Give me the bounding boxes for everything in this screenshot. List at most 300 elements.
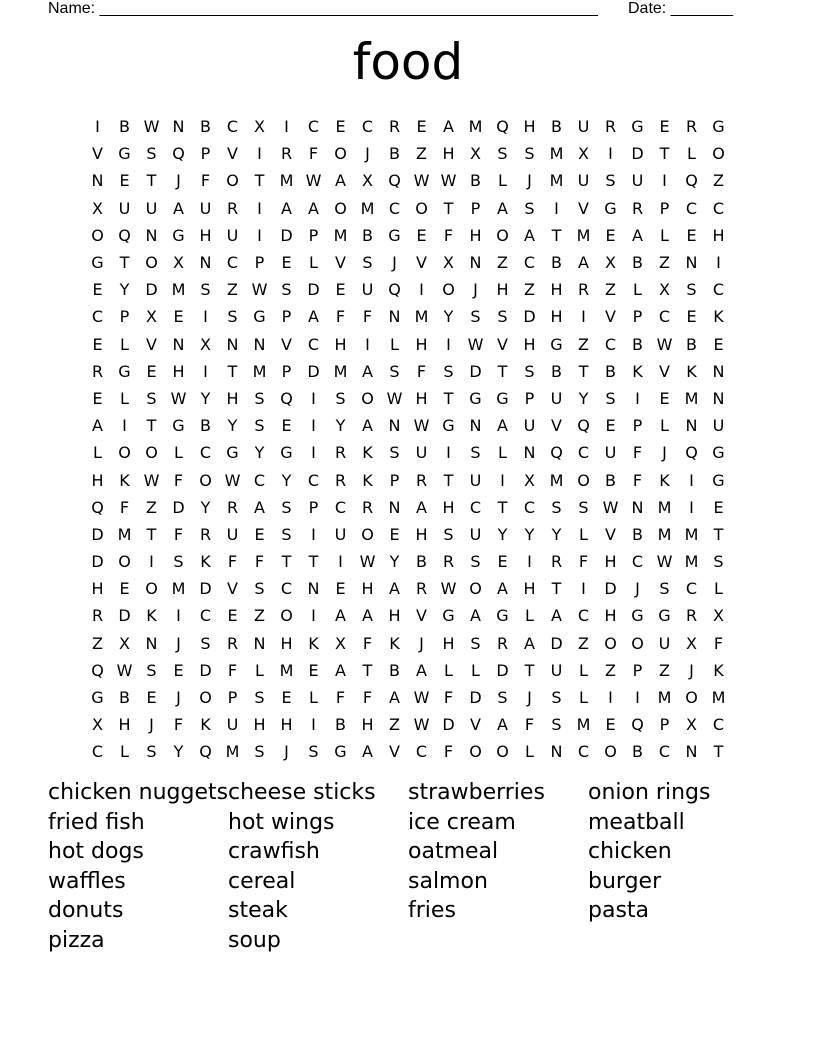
grid-letter: Q [172, 144, 185, 164]
grid-letter: C [199, 443, 212, 463]
grid-letter: K [362, 470, 373, 490]
grid-letter: H [91, 579, 104, 599]
grid-letter: C [307, 334, 320, 354]
grid-letter: K [146, 606, 157, 626]
grid-letter: R [631, 198, 644, 218]
grid-letter: L [633, 280, 642, 300]
grid-letter: T [119, 253, 130, 273]
grid-letter: F [632, 470, 643, 490]
grid-letter: K [362, 443, 373, 463]
grid-letter: F [335, 688, 346, 708]
grid-letter: K [713, 660, 724, 680]
grid-letter: J [527, 171, 532, 191]
grid-row [84, 602, 734, 629]
grid-letter: M [684, 552, 699, 572]
grid-letter: H [442, 633, 455, 653]
grid-letter: S [551, 497, 562, 517]
grid-letter: D [469, 361, 482, 381]
grid-letter: L [660, 225, 669, 245]
grid-letter: O [226, 171, 239, 191]
grid-letter: G [658, 606, 671, 626]
grid-letter: V [389, 742, 400, 762]
grid-letter: A [281, 198, 292, 218]
grid-letter: G [496, 606, 509, 626]
grid-letter: U [118, 198, 131, 218]
grid-letter: V [551, 416, 562, 436]
grid-letter: S [713, 552, 724, 572]
grid-letter: G [91, 253, 104, 273]
grid-letter: Z [605, 280, 616, 300]
grid-letter: G [334, 742, 347, 762]
worksheet-header [48, 0, 748, 20]
grid-letter: X [686, 633, 697, 653]
grid-letter: N [145, 225, 158, 245]
grid-letter: I [527, 552, 532, 572]
grid-letter: R [577, 280, 590, 300]
grid-letter: F [173, 524, 184, 544]
letter-grid [84, 113, 734, 766]
grid-letter: K [200, 552, 211, 572]
grid-letter: A [416, 660, 427, 680]
grid-letter: M [117, 524, 132, 544]
word-list-item: waffles [48, 868, 126, 894]
grid-letter: O [118, 552, 131, 572]
grid-letter: F [200, 171, 211, 191]
grid-letter: S [497, 307, 508, 327]
grid-letter: J [527, 688, 532, 708]
grid-letter: H [415, 524, 428, 544]
grid-letter: L [309, 688, 318, 708]
grid-letter: L [498, 171, 507, 191]
grid-letter: V [497, 334, 508, 354]
grid-letter: F [443, 225, 454, 245]
grid-letter: L [687, 144, 696, 164]
grid-letter: H [118, 715, 131, 735]
grid-letter: W [224, 470, 241, 490]
grid-letter: Y [119, 280, 130, 300]
grid-letter: H [199, 225, 212, 245]
grid-letter: P [632, 307, 643, 327]
grid-letter: S [146, 742, 157, 762]
grid-letter: T [713, 742, 724, 762]
grid-letter: C [577, 606, 590, 626]
grid-letter: N [388, 416, 401, 436]
word-list-item: crawfish [228, 839, 320, 865]
grid-letter: H [334, 334, 347, 354]
grid-letter: Y [173, 742, 184, 762]
grid-letter: E [389, 524, 400, 544]
grid-letter: D [469, 688, 482, 708]
grid-letter: C [199, 606, 212, 626]
grid-letter: A [389, 688, 400, 708]
grid-letter: U [658, 633, 671, 653]
grid-letter: A [470, 606, 481, 626]
grid-letter: X [443, 253, 454, 273]
grid-row [84, 140, 734, 167]
grid-letter: M [684, 388, 699, 408]
word-list-item: salmon [408, 868, 488, 894]
grid-letter: X [713, 606, 724, 626]
grid-letter: S [578, 497, 589, 517]
grid-letter: C [712, 715, 725, 735]
grid-letter: I [122, 416, 127, 436]
grid-letter: H [388, 606, 401, 626]
grid-letter: K [389, 633, 400, 653]
grid-letter: O [631, 633, 644, 653]
grid-row [84, 195, 734, 222]
grid-letter: I [608, 144, 613, 164]
word-list-item: cheese sticks [228, 780, 376, 805]
grid-letter: J [662, 443, 667, 463]
grid-letter: J [176, 633, 181, 653]
grid-letter: G [550, 334, 563, 354]
grid-letter: S [659, 579, 670, 599]
grid-letter: H [172, 361, 185, 381]
grid-letter: I [257, 198, 262, 218]
grid-letter: S [200, 633, 211, 653]
grid-letter: L [579, 660, 588, 680]
grid-letter: D [145, 280, 158, 300]
grid-letter: F [173, 470, 184, 490]
word-list-item: onion rings [588, 780, 711, 805]
grid-letter: M [279, 171, 294, 191]
grid-letter: E [146, 361, 157, 381]
grid-letter: G [280, 443, 293, 463]
grid-letter: O [469, 579, 482, 599]
grid-letter: P [389, 470, 400, 490]
grid-letter: B [200, 416, 211, 436]
grid-letter: D [118, 606, 131, 626]
word-list-item: ice cream [408, 809, 516, 835]
grid-letter: I [176, 606, 181, 626]
grid-letter: T [524, 660, 535, 680]
grid-letter: R [361, 497, 374, 517]
grid-letter: Y [281, 470, 292, 490]
grid-letter: O [334, 144, 347, 164]
grid-letter: N [91, 171, 104, 191]
grid-letter: T [713, 524, 724, 544]
name-field-label: Name: ________________________________________________________ [48, 0, 598, 17]
grid-letter: E [146, 688, 157, 708]
grid-letter: S [389, 361, 400, 381]
grid-letter: S [551, 715, 562, 735]
grid-letter: U [550, 660, 563, 680]
grid-letter: H [226, 388, 239, 408]
grid-letter: F [362, 688, 373, 708]
grid-letter: K [308, 633, 319, 653]
grid-letter: T [362, 660, 373, 680]
grid-letter: L [498, 443, 507, 463]
word-list-item: steak [228, 898, 288, 924]
grid-letter: V [227, 144, 238, 164]
grid-letter: E [605, 416, 616, 436]
grid-letter: O [415, 198, 428, 218]
grid-letter: N [469, 253, 482, 273]
grid-letter: W [602, 497, 619, 517]
grid-letter: A [173, 198, 184, 218]
grid-letter: H [415, 334, 428, 354]
grid-letter: F [308, 144, 319, 164]
grid-letter: T [146, 171, 157, 191]
grid-letter: Y [524, 524, 535, 544]
grid-letter: L [309, 253, 318, 273]
word-list-item: meatball [588, 809, 685, 835]
grid-letter: N [145, 633, 158, 653]
grid-letter: R [226, 633, 239, 653]
grid-letter: F [713, 633, 724, 653]
grid-letter: S [146, 660, 157, 680]
grid-letter: C [577, 742, 590, 762]
grid-letter: R [91, 361, 104, 381]
grid-letter: H [469, 225, 482, 245]
grid-letter: S [281, 497, 292, 517]
grid-letter: W [413, 416, 430, 436]
grid-letter: N [712, 388, 725, 408]
grid-letter: A [92, 416, 103, 436]
grid-letter: A [335, 171, 346, 191]
grid-letter: S [335, 388, 346, 408]
grid-letter: M [576, 225, 591, 245]
grid-letter: S [524, 144, 535, 164]
grid-letter: B [632, 253, 643, 273]
grid-letter: V [659, 361, 670, 381]
grid-letter: C [388, 198, 401, 218]
grid-letter: I [500, 470, 505, 490]
grid-letter: U [577, 117, 590, 137]
grid-letter: E [227, 606, 238, 626]
grid-letter: R [388, 117, 401, 137]
grid-letter: E [605, 715, 616, 735]
grid-letter: C [658, 742, 671, 762]
word-list-item: strawberries [408, 780, 545, 805]
grid-letter: C [307, 117, 320, 137]
grid-letter: T [443, 198, 454, 218]
grid-letter: V [281, 334, 292, 354]
grid-letter: V [578, 198, 589, 218]
grid-row [84, 249, 734, 276]
grid-letter: U [145, 198, 158, 218]
grid-letter: U [577, 171, 590, 191]
grid-letter: P [200, 144, 211, 164]
grid-letter: O [685, 688, 698, 708]
grid-letter: F [443, 742, 454, 762]
grid-letter: R [604, 117, 617, 137]
grid-letter: E [92, 388, 103, 408]
grid-letter: M [171, 579, 186, 599]
grid-letter: O [199, 470, 212, 490]
grid-letter: W [440, 579, 457, 599]
grid-row [84, 439, 734, 466]
grid-letter: V [470, 715, 481, 735]
grid-letter: U [604, 443, 617, 463]
grid-letter: E [335, 117, 346, 137]
grid-row [84, 657, 734, 684]
grid-letter: A [362, 416, 373, 436]
word-list-item: chicken [588, 839, 672, 865]
grid-letter: E [605, 225, 616, 245]
grid-letter: A [551, 606, 562, 626]
grid-letter: T [308, 552, 319, 572]
grid-letter: D [523, 307, 536, 327]
grid-letter: T [578, 361, 589, 381]
grid-letter: N [388, 307, 401, 327]
grid-letter: E [686, 225, 697, 245]
grid-letter: Y [443, 307, 454, 327]
grid-letter: M [225, 742, 240, 762]
grid-row [84, 548, 734, 575]
grid-letter: X [173, 253, 184, 273]
grid-letter: G [442, 416, 455, 436]
grid-letter: M [333, 361, 348, 381]
grid-letter: A [632, 225, 643, 245]
grid-letter: F [119, 497, 130, 517]
grid-letter: T [227, 361, 238, 381]
grid-letter: C [91, 742, 104, 762]
grid-letter: Z [389, 715, 400, 735]
grid-letter: O [361, 524, 374, 544]
grid-letter: Z [659, 253, 670, 273]
grid-letter: E [335, 579, 346, 599]
grid-row [84, 521, 734, 548]
word-bank [48, 780, 788, 958]
grid-letter: E [659, 388, 670, 408]
grid-letter: D [631, 144, 644, 164]
grid-letter: O [91, 225, 104, 245]
grid-letter: G [253, 307, 266, 327]
grid-letter: A [362, 742, 373, 762]
grid-letter: S [254, 742, 265, 762]
grid-letter: Z [146, 497, 157, 517]
grid-letter: P [308, 225, 319, 245]
grid-letter: I [311, 416, 316, 436]
grid-letter: C [253, 470, 266, 490]
grid-letter: S [146, 388, 157, 408]
grid-letter: S [470, 307, 481, 327]
grid-letter: L [120, 742, 129, 762]
grid-letter: H [361, 715, 374, 735]
page-title: food [352, 33, 464, 91]
grid-letter: U [469, 470, 482, 490]
grid-letter: L [471, 660, 480, 680]
grid-letter: W [170, 388, 187, 408]
grid-letter: Q [577, 416, 590, 436]
grid-letter: Z [497, 253, 508, 273]
grid-letter: T [551, 579, 562, 599]
grid-letter: R [442, 552, 455, 572]
grid-letter: J [473, 280, 478, 300]
grid-letter: C [226, 253, 239, 273]
grid-letter: M [549, 470, 564, 490]
grid-letter: B [470, 171, 481, 191]
grid-letter: I [716, 253, 721, 273]
grid-letter: W [143, 117, 160, 137]
grid-row [84, 222, 734, 249]
grid-letter: B [551, 117, 562, 137]
grid-letter: Q [280, 388, 293, 408]
grid-letter: C [334, 497, 347, 517]
grid-letter: I [95, 117, 100, 137]
grid-letter: C [685, 198, 698, 218]
grid-letter: S [470, 552, 481, 572]
grid-letter: H [604, 552, 617, 572]
grid-letter: W [251, 280, 268, 300]
grid-letter: D [442, 715, 455, 735]
grid-letter: Y [389, 552, 400, 572]
grid-letter: Z [92, 633, 103, 653]
grid-letter: W [440, 171, 457, 191]
grid-letter: B [119, 117, 130, 137]
grid-letter: K [686, 361, 697, 381]
grid-letter: L [525, 606, 534, 626]
grid-letter: Q [685, 171, 698, 191]
grid-letter: E [119, 171, 130, 191]
grid-letter: J [419, 633, 424, 653]
grid-letter: O [604, 633, 617, 653]
grid-letter: S [254, 579, 265, 599]
grid-letter: S [173, 552, 184, 572]
grid-letter: L [579, 524, 588, 544]
grid-letter: U [226, 715, 239, 735]
grid-row [84, 711, 734, 738]
grid-letter: N [712, 361, 725, 381]
grid-letter: X [92, 715, 103, 735]
grid-letter: S [227, 307, 238, 327]
grid-letter: G [172, 225, 185, 245]
grid-letter: N [199, 253, 212, 273]
grid-letter: P [659, 715, 670, 735]
grid-letter: P [632, 416, 643, 436]
grid-letter: I [203, 307, 208, 327]
grid-letter: R [334, 470, 347, 490]
grid-letter: G [388, 225, 401, 245]
grid-letter: S [254, 388, 265, 408]
grid-letter: Q [388, 280, 401, 300]
grid-letter: B [605, 470, 616, 490]
grid-letter: G [604, 198, 617, 218]
grid-letter: T [146, 524, 157, 544]
grid-letter: B [605, 361, 616, 381]
grid-letter: H [523, 579, 536, 599]
grid-row [84, 113, 734, 140]
grid-letter: A [308, 307, 319, 327]
grid-letter: V [335, 253, 346, 273]
grid-letter: Q [91, 497, 104, 517]
grid-letter: X [335, 633, 346, 653]
grid-letter: G [712, 470, 725, 490]
grid-letter: H [550, 280, 563, 300]
grid-letter: A [497, 198, 508, 218]
grid-letter: H [712, 225, 725, 245]
grid-letter: T [443, 388, 454, 408]
grid-letter: S [362, 253, 373, 273]
grid-letter: X [92, 198, 103, 218]
grid-row [84, 167, 734, 194]
grid-letter: N [685, 253, 698, 273]
grid-letter: O [280, 606, 293, 626]
grid-letter: X [362, 171, 373, 191]
grid-letter: E [281, 253, 292, 273]
grid-letter: X [686, 715, 697, 735]
grid-letter: G [118, 144, 131, 164]
grid-letter: C [604, 334, 617, 354]
grid-letter: S [254, 688, 265, 708]
grid-letter: L [660, 416, 669, 436]
grid-letter: I [284, 117, 289, 137]
grid-letter: W [467, 334, 484, 354]
grid-letter: B [632, 742, 643, 762]
grid-letter: O [442, 280, 455, 300]
grid-row [84, 303, 734, 330]
